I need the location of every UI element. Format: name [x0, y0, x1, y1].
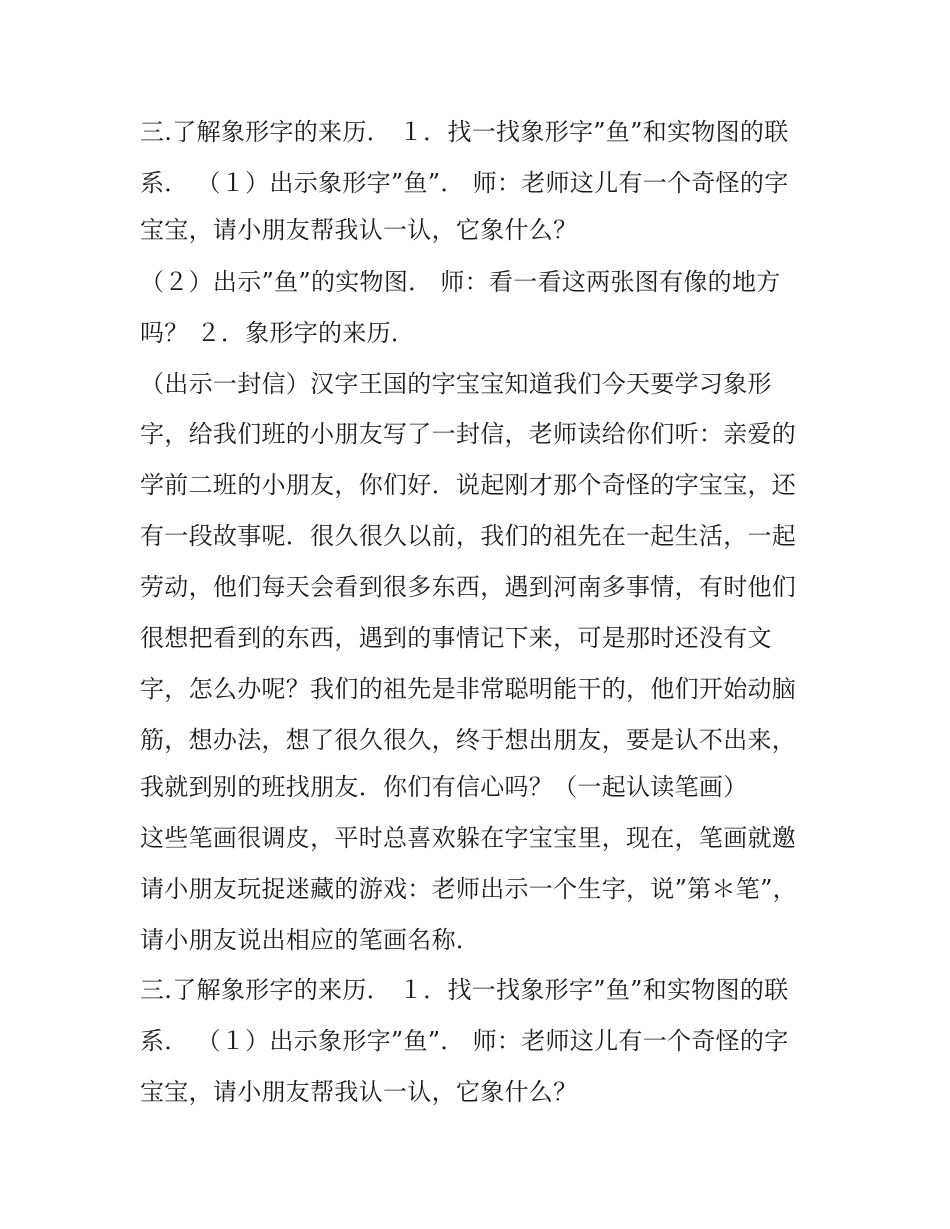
- text-line: 吗？ ２．象形字的来历．: [140, 319, 416, 347]
- text-line: （出示一封信）汉字王国的字宝宝知道我们今天要学习象形: [140, 370, 772, 398]
- text-line: 字，给我们班的小朋友写了一封信，老师读给你们听：亲爱的: [140, 420, 797, 448]
- text-line: 有一段故事呢．很久很久以前，我们的祖先在一起生活，一起: [140, 522, 797, 550]
- text-line: 我就到别的班找朋友．你们有信心吗？（一起认读笔画）: [140, 773, 748, 801]
- text-line: 三.了解象形字的来历． １．找一找象形字”鱼”和实物图的联: [140, 118, 789, 146]
- text-line: 宝宝，请小朋友帮我认一认，它象什么？: [140, 1078, 578, 1106]
- text-line: 请小朋友玩捉迷藏的游戏：老师出示一个生字，说”第＊笔”，: [140, 875, 797, 903]
- text-line: （２）出示”鱼”的实物图． 师：看一看这两张图有像的地方: [140, 268, 781, 296]
- text-line: 筋，想办法，想了很久很久，终于想出朋友，要是认不出来，: [140, 726, 797, 754]
- text-line: 三.了解象形字的来历． １．找一找象形字”鱼”和实物图的联: [140, 976, 789, 1004]
- text-line: 劳动，他们每天会看到很多东西，遇到河南多事情，有时他们: [140, 573, 797, 601]
- text-line: 请小朋友说出相应的笔画名称．: [140, 926, 481, 954]
- text-line: 字，怎么办呢？我们的祖先是非常聪明能干的，他们开始动脑: [140, 675, 797, 703]
- text-line: 很想把看到的东西，遇到的事情记下来，可是那时还没有文: [140, 624, 772, 652]
- text-line: 学前二班的小朋友，你们好．说起刚才那个奇怪的字宝宝，还: [140, 471, 797, 499]
- text-line: 这些笔画很调皮，平时总喜欢躲在字宝宝里，现在，笔画就邀: [140, 824, 797, 852]
- text-line: 宝宝，请小朋友帮我认一认，它象什么？: [140, 216, 578, 244]
- text-line: 系． （１）出示象形字”鱼”． 师：老师这儿有一个奇怪的字: [140, 1027, 789, 1055]
- text-line: 系． （１）出示象形字”鱼”． 师：老师这儿有一个奇怪的字: [140, 169, 789, 197]
